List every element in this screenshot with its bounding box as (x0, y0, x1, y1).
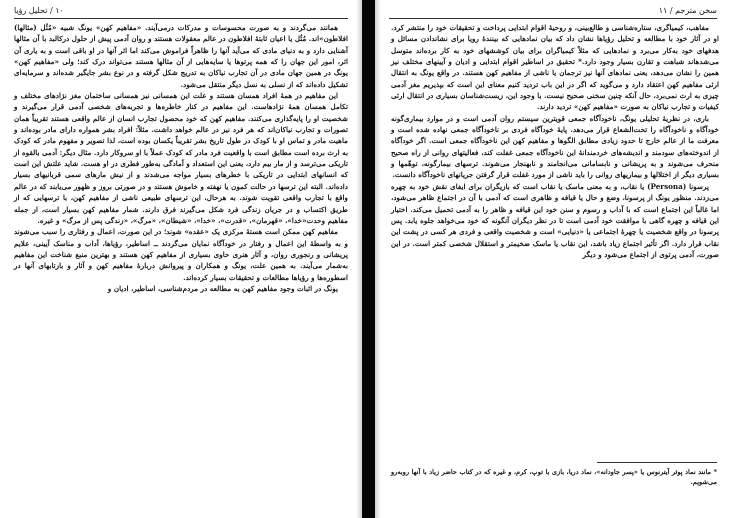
right-header-rule (389, 18, 717, 19)
left-running-header: ۱۰ / تحلیل رؤیا (14, 6, 64, 15)
right-page (375, 0, 731, 518)
right-paragraph: مفاهب، کیمیاگری، ستاره‌شناسی و طالع‌بینی، و روحیهٔ اقوام ابتدایی پرداخت و تحقیقات خود را منتشر کرد. او در آثار خود با مطالعه و تحلیل رؤیاها نشان داد که بیان نمادهایی که بینندهٔ رویا برای نشاندادن مسائل و هدفهای خود به‌کار می‌برد و نمادهایی که مثلاً کیمیاگران برای بیان کوششهای خود به کار برده‌اند متوسل می‌شدهاند شباهت و تقارن بسیار وجود دارد.* تحقیق در اساطیر اقوام ابتدایی و ادیان و آیینهای مختلف نیز همین را نشان می‌دهد، یعنی نمادهای آنها نیز ترجمان یا ناشی از مفاهیم کهن هستند. در واقع یونگ به انتقال ارثی مفاهیم کهن اعتقاد دارد و می‌گوید که اگر در این باب تردید کنیم معنای این است که بپذیریم مغز آدمی چیزی به ارث نمی‌برد، حال آنکه چنین سخنی صحیح نیست. با وجود این، زیست‌شناسان بسیاری در انتقال ارثی کیفیات و تجارب نیاکان به صورت «مفاهیم کهن» تردید دارند. (391, 23, 719, 112)
right-body-text (391, 22, 719, 456)
left-body-text (14, 22, 348, 512)
left-paragraph: یونگ در اثبات وجود مفاهیم کهن به مطالعه در مردم‌شناسی، اساطیر، ادیان و (107, 283, 338, 293)
book-gutter (362, 0, 375, 518)
right-running-header: سخن مترجم / ۱۱ (658, 6, 717, 15)
left-header-rule (14, 18, 348, 19)
left-paragraph: مفاهیم کهن ممکن است هستهٔ مرکزی یک «عقده» شوند؛ در این صورت، اعمال و رفتاری را سبب می‌شوند و به واسطهٔ این اعمال و رفتار در خودآگاه نمایان می‌گردند ــ اساطیر، رؤیاها، آداب و مناسک آیینی، علایم پریشانی و رنجوری روان، و آثار هنری حاوی بسیاری از مفاهیم کهن هستند و بهترین منبع شناخت این مفاهیم به‌شمار می‌آیند. به همین علت، یونگ و همکاران و پیروانش دربارهٔ مفاهیم کهن و آثار و بازتابهای آنها در اسطوره‌ها و رؤیاها مطالعات و تحقیقات بسیار کرده‌اند. (14, 227, 348, 282)
footnote-rule (597, 462, 717, 463)
left-paragraph: همانند می‌گردند و به صورت محسوسات و مدرکات درمی‌آیند. «مفاهیم کهن» یونگ شبیه «مُثُل (مثالها) افلاطون»اند. مُثُل یا اعیان ثابتهٔ افلاطون در عالم معقولات هستند و روان آدمی پیش از حلول درکالبد با آن مثالها آشنایی دارد و به دنیای مادی که می‌آید آنها را ظاهراً فراموش می‌کند اما اثر آنها در او باقی است و به یاری آن اثر، امور این جهان را که همه پرتوها یا سایه‌هایی از آن مثالها هستند می‌تواند درک کند؛ ولی «مفاهیم کهن» یونگ در همین جهان مادی در آن تجارب نیاکان به تدریج شکل گرفته و در نوع بشر جایگیر شده‌اند و سرمایه‌ای تشکیل داده‌اند که از نسلی به نسل دیگر منتقل می‌شود. (14, 23, 348, 89)
footnote: * مانند نماد پوئر آیترنوس یا «پسر جاودانه»، نماد دریا، بازی با توپ، کرم، و غیره که در کتاب حاضر زیاد با آنها روبه‌رو می‌شویم. (391, 468, 717, 486)
right-page-shadow (375, 0, 381, 518)
right-paragraph: باری، در نظریهٔ تحلیلی یونگ، ناخودآگاه جمعی قویترین سیستم روان آدمی است و در موارد بیماری‌گونه خودآگاه و ناخودآگاه را تحت‌الشعاع قرار می‌دهد. پایهٔ خودآگاه فردی بر ناخودآگاه جمعی نهاده شده است و معرفت ما از عالم خارج تا حدود زیادی مطابق الگوها و مفاهیم کهن این ناخودآگاه جمعی است. اگر خودآگاه از اندوخته‌های سودمند و اندیشه‌های خردمندانهٔ این ناخودآگاه جمعی غفلت کند، فعالیتهای روانی از راه صحیح منحرف می‌شوند و به پریشانی و نابسامانی می‌انجامند و نابهنجار می‌شوند. ترسهای بیمارگونه، توهّمها و بسیاری دیگر از اختلالها و بیماریهای روانی را باید ناشی از مورد غفلت قرار گرفتن جریانهای ناخودآگاه دانست. (391, 113, 719, 180)
left-paragraph: این مفاهیم در همهٔ افراد همسان هستند و علت این همسانی نیز همسانی ساختمان مغز نژادهای مختلف و تکامل همسان همهٔ نژادهاست. این مفاهیم در کنار خاطره‌ها و تجربه‌های شخصی آدمی قرار می‌گیرند و شخصیت او را پایه‌گذاری می‌کنند. مفاهیم کهن که خود محصول تجارب انسان از عالم واقعی هستند تقریباً همان تصورات و تجارب نیاکان‌اند که هر فرد نیز در عالم خواهد داشت. مثلاً: افراد بشر همواره دارای مادر بوده‌اند و ماهیت مادر و تماس او با کودک در طول تاریخ بشر تقریباً یکسان بوده است، لذا تصویر و مفهوم مادر که کودک به ارث برده است مطابق است با واقعیت فرد مادر که کودک عملاً با او سروکار دارد. مثال دیگر: آدمی بالقوه از تاریکی می‌ترسد و از مار بیم دارد، یعنی این استعداد و آمادگی به‌طور فطری در او هست. شاید علتش این است که انسانهای ابتدایی در تاریکی با خطرهای بسیار مواجه می‌شدند و از نیش مارهای سمی قربانیهای بسیار داده‌اند. البته این ترسها در حالت کمون یا نهفته و خاموش هستند و در صورتی بروز و ظهور می‌یابند که در عالم واقع با تجارب واقعی تقویت شوند. به هرحال، این ترسهای طبیعی ناشی از مفاهیم کهن، با ترسهایی که از طریق اکتساب و در جریان زندگی فرد شکل می‌گیرند فرق دارند. شمار مفاهیم کهن بسیار است، از جمله مفاهیم وحدت«خدا»، «قهرمان»، «قدرت»، «خدا»، «شیطان»، «مرگ»، «زندگی پس از مرگ» و غیره. (14, 91, 348, 225)
left-page (0, 0, 362, 518)
right-paragraph: پرسونا (Persona) یا نقاب، و به معنی ماسک یا نقاب است که بازیگران برای ایفای نقش خود به چهره می‌زدند. منظور یونگ از پرسونا، وضع و حال یا قیافه و ظاهری است که آدمی با آن در اجتماع ظاهر می‌شود، اما غالباً این اجتماع است که با آداب و رسوم و سنن خود این قیافه و ظاهر را به آدمی تحمیل می‌کند. اختیار این قیافه و چهره گاهی با موافقت خود آدمی است تا در نظر دیگران آنگونه که خود می‌خواهد جلوه یابد. پس پرسونا در واقع شخصیت یا چهرهٔ اجتماعی یا «دنیایی» است و شخصیت واقعی و فردی هر کسی در پشت این نقاب قرار دارد. اگر تأثیر اجتماع زیاد باشد، این نقاب یا ماسک ضخیمتر و استقلال شخصی کمتر است. در این صورت، آدمی پرتوی از اجتماع می‌شود و دیگر (391, 181, 719, 259)
